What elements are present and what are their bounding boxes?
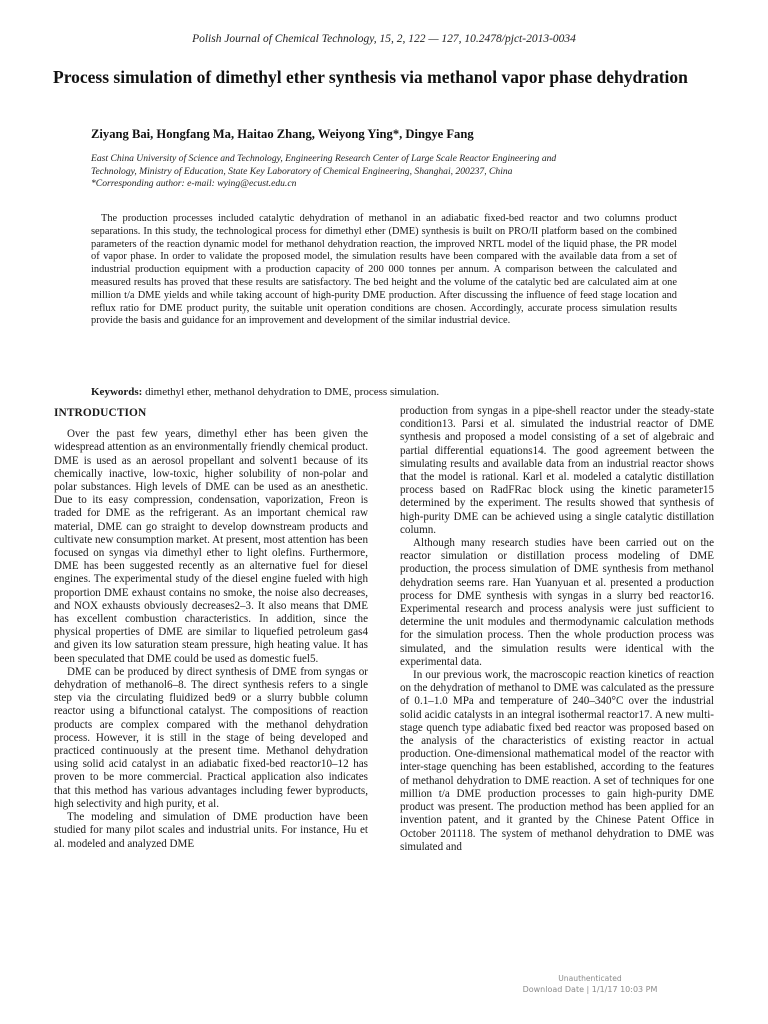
abstract-text: The production processes included catalytic dehydration of methanol in an adiabatic fixed-bed reactor and two columns product separations. In this study, the technological process for dimethyl ether (DME) synthesis is built on PRO/II platform based on the combined parameters of the reaction dynamic model for methanol dehydration reaction, the improved NRTL model of the liquid phase, the PR model of vapor phase. In order to validate the proposed model, the simulation results have been compared with the available data from a set of industrial production equipment with a production capacity of 200 000 tonnes per annum. A comparison between the calculated and measured results has proved that these results are satisfactory. The bed height and the volume of the catalytic bed are calculated aim at one million t/a DME yields and while taking account of high-purity DME production. After discussing the influence of feed stage location and reflux ratio for DME product purity, the suitable unit operation conditions are chosen. Accordingly, accurate process simulation results provide the basis and guidance for an improvement and development of the similar industrial device. xyxy=(91,213,677,327)
body-paragraph: DME can be produced by direct synthesis of DME from syngas or dehydration of methanol6–8. The direct synthesis refers to a single step via the circulating fluidized bed9 or a slurry bubble column reactor using a bifunctional catalyst. The compositions of reaction products are complex compared with the methanol dehydration process. However, it is still in the stage of being developed and practiced continuously at the present time. Methanol dehydration using solid acid catalyst in an adiabatic fixed-bed reactor10–12 has proven to be more commercial. Practical application also indicates that this method has various advantages including fewer byproducts, high selectivity and high purity, et al. xyxy=(54,665,368,810)
section-heading-introduction: INTRODUCTION xyxy=(54,407,147,419)
watermark-download-date: Download Date | 1/1/17 10:03 PM xyxy=(522,985,658,994)
author-list: Ziyang Bai, Hongfang Ma, Haitao Zhang, Weiyong Ying*, Dingye Fang xyxy=(91,127,474,141)
affiliation xyxy=(91,153,711,191)
right-column xyxy=(400,405,714,854)
body-paragraph: production from syngas in a pipe-shell reactor under the steady-state condition13. Parsi et al. simulated the industrial reactor of DME synthesis and proposed a model consisting of a set of algebraic and partial differential equations14. The good agreement between the simulating results and available data from an industrial reactor shows that the model is rational. Karl et al. modeled a catalytic distillation process based on RadFRac block using the kinetic parameter15 determined by the experiment. The results showed that synthesis of high-purity DME can be achieved using a single catalytic distillation column. xyxy=(400,405,714,536)
body-paragraph: Although many research studies have been carried out on the reactor simulation or distillation process modeling of DME production, the process simulation of DME synthesis from methanol dehydration seems rare. Han Yuanyuan et al. presented a production process for DME synthesis with syngas in a slurry bed reactor16. Experimental research and process analysis were just sufficient to determine the unit modules and thermodynamic calculation methods for the simulation process. Then the whole production process was simulated, and the simulation results were identical with the experimental data. xyxy=(400,537,714,668)
affiliation-line: Technology, Ministry of Education, State Key Laboratory of Chemical Engineering, Shanghai, 200237, China xyxy=(91,165,513,177)
affiliation-line: East China University of Science and Technology, Engineering Research Center of Large Scale Reactor Engineering and xyxy=(91,153,557,164)
body-paragraph: The modeling and simulation of DME production have been studied for many pilot scales and industrial units. For instance, Hu et al. modeled and analyzed DME xyxy=(54,811,368,850)
keywords-label: Keywords: xyxy=(91,386,143,398)
body-paragraph: Over the past few years, dimethyl ether has been given the widespread attention as an environmentally friendly chemical product. DME is used as an aerosol propellant and solvent1 because of its chemically inactive, low-toxic, higher solubility of non-polar and polar substances. High levels of DME can be used as an anesthetic. Due to its easy compression, condensation, vaporization, Freon is traded for DME as the refrigerant. As an important chemical raw material, DME can go straight to develop downstream products and cultivate new consumption market. At present, most attention has been focused on syngas via dimethyl ether to light olefins. Furthermore, DME has been suggested recently as an alternative fuel for diesel engines. The experimental study of the diesel engine fueled with high proportion DME exhaust contains no smoke, the noise also decreases, and NOX exhausts obviously decreases2–3. It also means that DME has excellent combustion characteristics. In addition, since the physical properties of DME are similar to liquefied petroleum gas4 and given its low saturation steam pressure, high heating value. It has been speculated that DME could be used as domestic fuel5. xyxy=(54,428,368,665)
watermark-unauthenticated: Unauthenticated xyxy=(558,974,622,983)
body-paragraph: In our previous work, the macroscopic reaction kinetics of reaction on the dehydration of methanol to DME was calculated as the pressure of 0.1–1.0 MPa and temperature of 240–340°C over the industrial solid acidic catalysts in an integral isothermal reactor17. A new multi-stage quench type adiabatic fixed bed reactor was proposed based on the analysis of the characteristics of existing reactor in actual production. One-dimensional mathematical model of the reactor with inter-stage quenching has been established, according to the features of methanol dehydration to DME reaction. A set of techniques for one million t/a DME production processes to gain high-purity DME product was present. The production method has been applied for an invention patent, and it granted by the Chinese Patent Office in October 201118. The system of methanol dehydration to DME was simulated and xyxy=(400,669,714,853)
keywords xyxy=(91,386,439,398)
article-title: Process simulation of dimethyl ether synthesis via methanol vapor phase dehydration xyxy=(53,67,688,87)
journal-citation: Polish Journal of Chemical Technology, 15, 2, 122 — 127, 10.2478/pjct-2013-0034 xyxy=(192,33,576,45)
keywords-text: dimethyl ether, methanol dehydration to DME, process simulation. xyxy=(145,386,440,398)
corresponding-author: *Corresponding author: e-mail: wying@ecust.edu.cn xyxy=(91,178,297,189)
left-column xyxy=(54,405,368,851)
abstract xyxy=(91,213,677,328)
